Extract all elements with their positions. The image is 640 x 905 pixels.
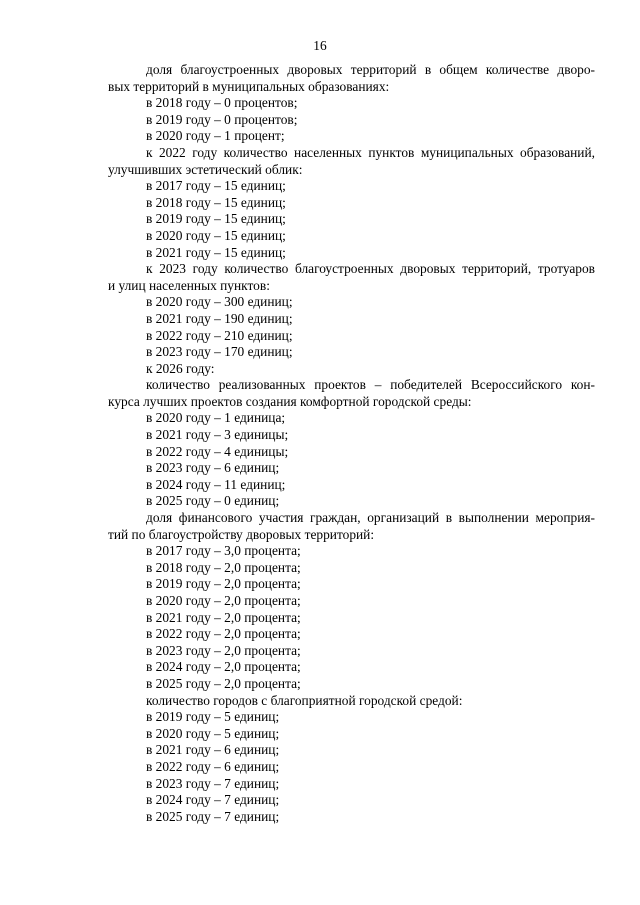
text-line: в 2022 году – 2,0 процента; (146, 626, 301, 642)
text-line: в 2025 году – 2,0 процента; (146, 675, 301, 691)
text-line: в 2019 году – 2,0 процента; (146, 576, 301, 592)
text-line: к 2026 году: (146, 360, 215, 376)
text-line: в 2018 году – 15 единиц; (146, 194, 286, 210)
text-line: количество реализованных проектов – победителей Всероссийского кон- (146, 377, 595, 393)
text-line: в 2020 году – 300 единиц; (146, 294, 293, 310)
text-line: в 2023 году – 7 единиц; (146, 775, 280, 791)
text-line: и улиц населенных пунктов: (108, 277, 270, 293)
text-line: в 2018 году – 2,0 процента; (146, 559, 301, 575)
text-line: в 2024 году – 2,0 процента; (146, 659, 301, 675)
text-line: в 2024 году – 7 единиц; (146, 792, 280, 808)
text-line: в 2019 году – 0 процентов; (146, 111, 298, 127)
text-line: в 2021 году – 6 единиц; (146, 742, 280, 758)
text-line: в 2021 году – 190 единиц; (146, 310, 293, 326)
text-line: количество городов с благоприятной городской средой: (146, 692, 463, 708)
text-line: доля финансового участия граждан, организаций в выполнении мероприя- (146, 510, 595, 526)
text-line: в 2020 году – 2,0 процента; (146, 593, 301, 608)
text-line: курса лучших проектов создания комфортной городской среды: (108, 393, 472, 409)
text-line: в 2025 году – 7 единиц; (146, 808, 280, 824)
text-line: в 2024 году – 11 единиц; (146, 476, 286, 492)
text-line: в 2020 году – 1 процент; (146, 128, 285, 144)
text-line: в 2023 году – 2,0 процента; (146, 642, 301, 658)
text-line: в 2023 году – 170 единиц; (146, 344, 293, 360)
text-line: в 2019 году – 15 единиц; (146, 211, 286, 227)
text-line: в 2019 году – 5 единиц; (146, 709, 280, 725)
text-line: в 2023 году – 6 единиц; (146, 460, 280, 476)
text-line: в 2022 году – 4 единицы; (146, 443, 289, 459)
text-line: улучшивших эстетический облик: (108, 161, 303, 177)
text-line: в 2017 году – 15 единиц; (146, 178, 286, 194)
text-line: в 2020 году – 15 единиц; (146, 227, 286, 243)
text-line: тий по благоустройству дворовых территорий: (108, 526, 375, 542)
text-line: в 2022 году – 6 единиц; (146, 758, 280, 774)
document-body (108, 62, 595, 825)
text-line: в 2020 году – 5 единиц; (146, 725, 280, 741)
text-line: вых территорий в муниципальных образованиях: (108, 78, 390, 94)
text-line: доля благоустроенных дворовых территорий в общем количестве дворо- (146, 62, 595, 77)
text-line: в 2021 году – 3 единицы; (146, 427, 289, 443)
text-line: в 2021 году – 2,0 процента; (146, 609, 301, 625)
text-line: в 2025 году – 0 единиц; (146, 493, 280, 509)
text-line: к 2023 году количество благоустроенных дворовых территорий, тротуаров (146, 261, 595, 277)
text-line: в 2022 году – 210 единиц; (146, 327, 293, 343)
text-line: в 2018 году – 0 процентов; (146, 95, 298, 111)
page-number: 16 (313, 38, 327, 53)
text-line: в 2020 году – 1 единица; (146, 410, 286, 426)
text-line: к 2022 году количество населенных пунктов муниципальных образований, (146, 144, 595, 160)
text-line: в 2021 году – 15 единиц; (146, 244, 286, 260)
text-line: в 2017 году – 3,0 процента; (146, 543, 301, 559)
